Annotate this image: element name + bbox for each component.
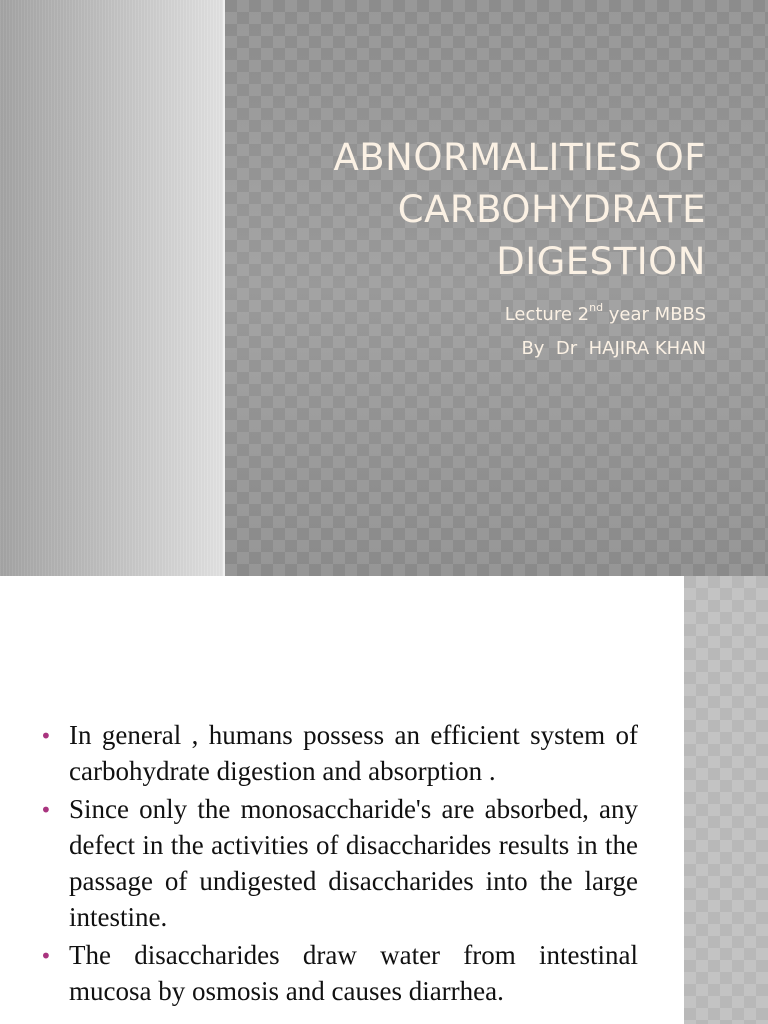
left-gradient-panel: [0, 0, 223, 576]
subtitle-course-suffix: year MBBS: [603, 304, 706, 325]
bullet-dot-icon: •: [40, 798, 52, 822]
ordinal-suffix: nd: [589, 301, 604, 314]
list-item: [40, 717, 638, 789]
bullet-text: Since only the monosaccharide's are absorbed, any defect in the activities of disaccharides results in the passage of undigested disaccharides into the large intestine.: [69, 794, 638, 932]
slide-subtitle: [505, 298, 706, 366]
subtitle-course-prefix: Lecture 2: [504, 304, 590, 325]
bullet-text: In general , humans possess an efficient system of carbohydrate digestion and absorption .: [69, 720, 638, 786]
list-item: [40, 937, 638, 1009]
list-item: [40, 791, 638, 935]
patterned-title-panel: [225, 0, 768, 576]
bullet-text: The disaccharides draw water from intestinal mucosa by osmosis and causes diarrhea.: [69, 940, 638, 1006]
content-slide: [0, 576, 768, 1024]
title-line-3: DIGESTION: [496, 240, 706, 283]
bullet-dot-icon: •: [40, 944, 52, 968]
patterned-side-strip: [684, 576, 768, 1024]
subtitle-author: By Dr HAJIRA KHAN: [521, 338, 706, 359]
bullet-list: [40, 717, 638, 1011]
subtitle-course: [505, 298, 706, 332]
bullet-dot-icon: •: [40, 724, 52, 748]
title-line-1: ABNORMALITIES OF: [333, 136, 706, 179]
title-line-2: CARBOHYDRATE: [397, 188, 706, 231]
slide-title: [333, 132, 706, 288]
